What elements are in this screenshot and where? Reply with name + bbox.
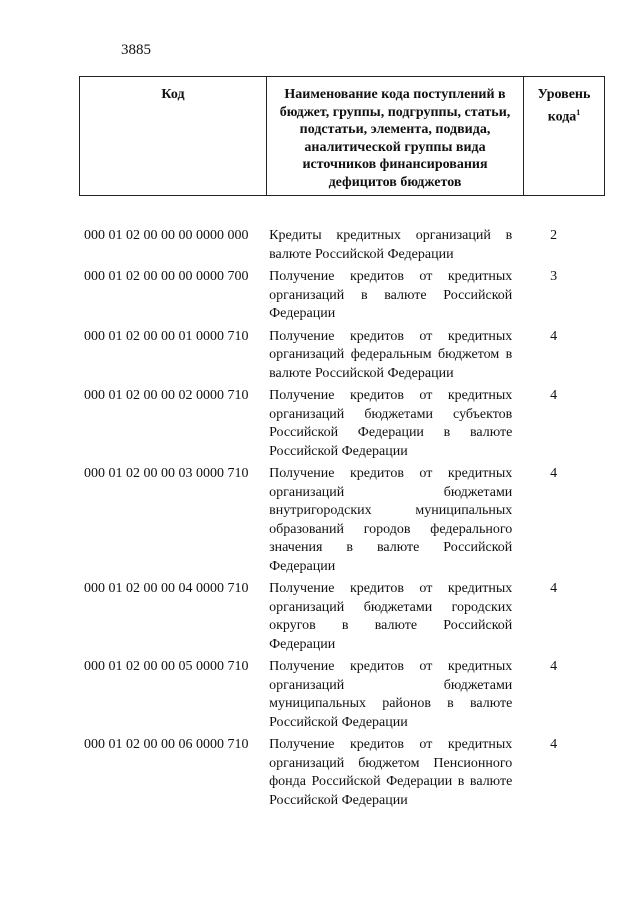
list-item xyxy=(79,658,595,732)
row-name: Получение кредитов от кредитных организаций федеральным бюджетом в валюте Российской Федерации xyxy=(269,328,513,381)
row-name: Получение кредитов от кредитных организаций бюджетами муниципальных районов в валюте Российской Федерации xyxy=(269,659,513,730)
code-list xyxy=(79,227,595,814)
row-level: 4 xyxy=(550,466,558,481)
header-code: Код xyxy=(80,77,267,196)
row-code: 000 01 02 00 00 00 0000 700 xyxy=(84,269,249,284)
row-name: Получение кредитов от кредитных организаций бюджетами городских округов в валюте Российской Федерации xyxy=(269,581,513,652)
list-item xyxy=(79,227,595,264)
page-number: 3885 xyxy=(121,42,151,58)
header-table xyxy=(79,76,605,196)
row-name: Получение кредитов от кредитных организаций бюджетами внутригородских муниципальных образований городов федерального значения в валюте Российской Федерации xyxy=(269,466,513,574)
row-level: 2 xyxy=(550,228,558,243)
row-level: 4 xyxy=(550,581,558,596)
row-name: Получение кредитов от кредитных организаций бюджетом Пенсионного фонда Российской Федерации в валюте Российской Федерации xyxy=(269,737,513,808)
row-name: Кредиты кредитных организаций в валюте Российской Федерации xyxy=(269,228,513,262)
row-code: 000 01 02 00 00 00 0000 000 xyxy=(84,228,249,243)
row-code: 000 01 02 00 00 01 0000 710 xyxy=(84,328,249,344)
header-level-label: Уровень кода xyxy=(537,87,591,125)
row-code: 000 01 02 00 00 05 0000 710 xyxy=(84,659,249,674)
row-level: 4 xyxy=(550,388,558,403)
header-name: Наименование кода поступлений в бюджет, группы, подгруппы, статьи, подстатьи, элемента, подвида, аналитической группы вида источников финансирования дефицитов бюджетов xyxy=(267,77,524,196)
header-level xyxy=(524,77,605,196)
row-code: 000 01 02 00 00 03 0000 710 xyxy=(84,466,249,481)
row-level: 3 xyxy=(550,269,558,284)
row-code: 000 01 02 00 00 06 0000 710 xyxy=(84,737,249,752)
list-item xyxy=(79,736,595,810)
list-item xyxy=(79,580,595,654)
row-level: 4 xyxy=(550,737,558,752)
row-name: Получение кредитов от кредитных организаций в валюте Российской Федерации xyxy=(269,269,513,321)
row-level: 4 xyxy=(550,328,558,344)
list-item xyxy=(79,387,595,461)
row-code: 000 01 02 00 00 02 0000 710 xyxy=(84,388,249,403)
list-item xyxy=(79,268,595,324)
row-name: Получение кредитов от кредитных организаций бюджетами субъектов Российской Федерации в валюте Российской Федерации xyxy=(269,388,513,459)
list-item xyxy=(79,465,595,576)
header-level-footnote: 1 xyxy=(576,107,581,117)
row-level: 4 xyxy=(550,659,558,674)
row-code: 000 01 02 00 00 04 0000 710 xyxy=(84,581,249,596)
list-item xyxy=(79,328,595,384)
